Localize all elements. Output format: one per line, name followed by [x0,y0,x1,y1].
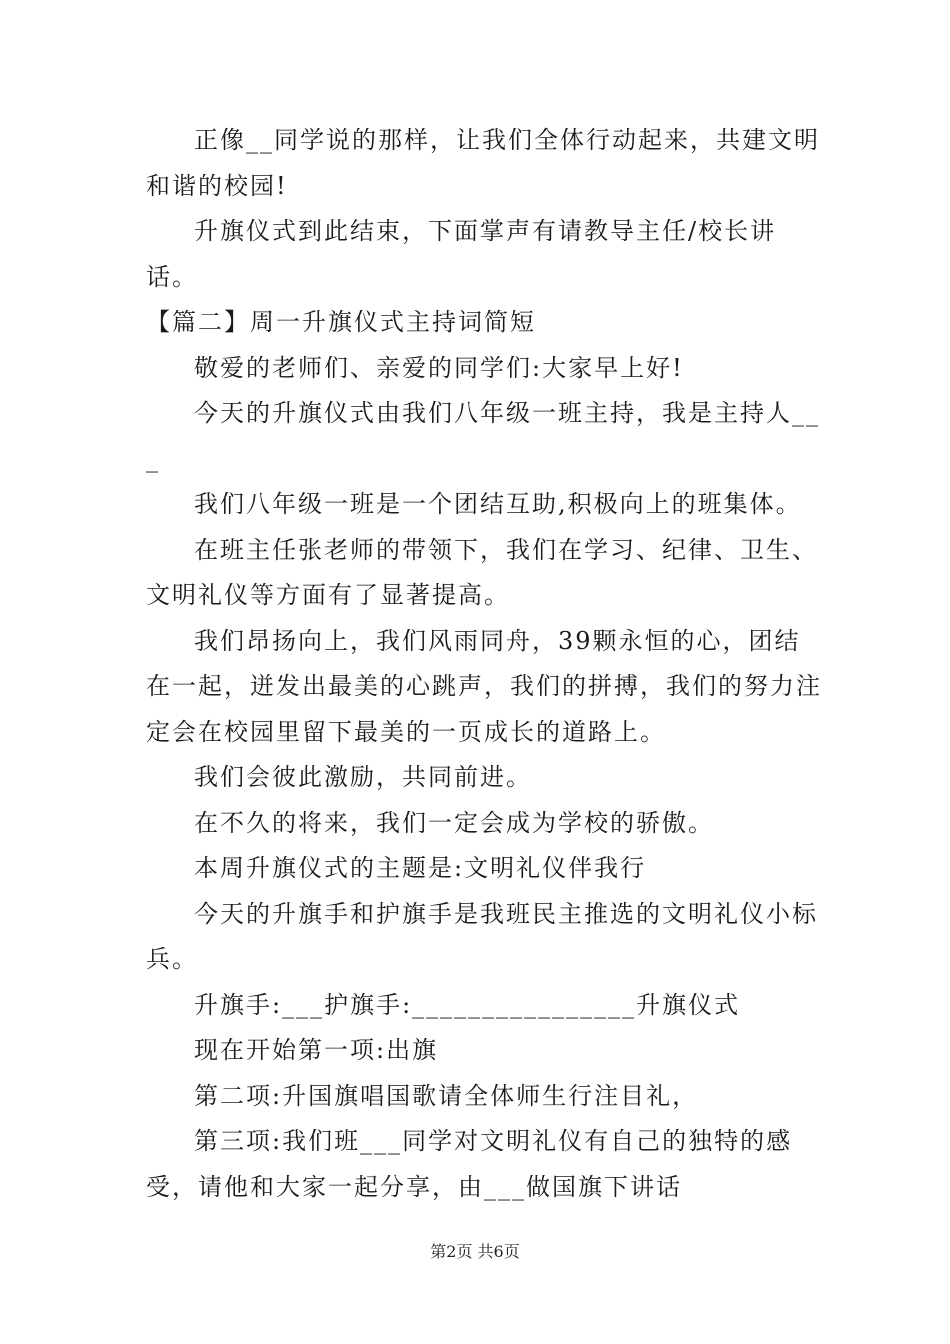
paragraph: 我们会彼此激励，共同前进。 [194,763,532,791]
paragraph: 今天的升旗手和护旗手是我班民主推选的文明礼仪小标兵。 [146,899,818,973]
page-footer: 第2页 共6页 [430,1242,520,1261]
paragraph: 正像__同学说的那样，让我们全体行动起来，共建文明和谐的校园! [146,126,820,200]
paragraph: 本周升旗仪式的主题是:文明礼仪伴我行 [194,854,647,882]
body-text [146,118,826,1210]
paragraph: 在不久的将来，我们一定会成为学校的骄傲。 [194,808,714,837]
paragraph: 第三项:我们班___同学对文明礼仪有自己的独特的感受，请他和大家一起分享，由___做国旗下讲话 [146,1127,793,1201]
section-heading: 【篇二】周一升旗仪式主持词简短 [146,308,536,336]
paragraph: 现在开始第一项:出旗 [194,1036,439,1064]
paragraph: 第二项:升国旗唱国歌请全体师生行注目礼， [194,1081,699,1110]
paragraph: 在班主任张老师的带领下，我们在学习、纪律、卫生、文明礼仪等方面有了显著提高。 [146,535,818,609]
paragraph: 敬爱的老师们、亲爱的同学们:大家早上好! [194,353,684,382]
paragraph: 我们昂扬向上，我们风雨同舟，39颗永恒的心，团结在一起，迸发出最美的心跳声，我们的拼搏，我们的努力注定会在校园里留下最美的一页成长的道路上。 [146,626,822,746]
paragraph: 升旗手:___护旗手:________________升旗仪式 [194,990,741,1019]
paragraph: 升旗仪式到此结束，下面掌声有请教导主任/校长讲话。 [146,217,777,291]
paragraph: 我们八年级一班是一个团结互助,积极向上的班集体。 [194,490,802,518]
paragraph: 今天的升旗仪式由我们八年级一班主持，我是主持人___ [146,399,820,473]
